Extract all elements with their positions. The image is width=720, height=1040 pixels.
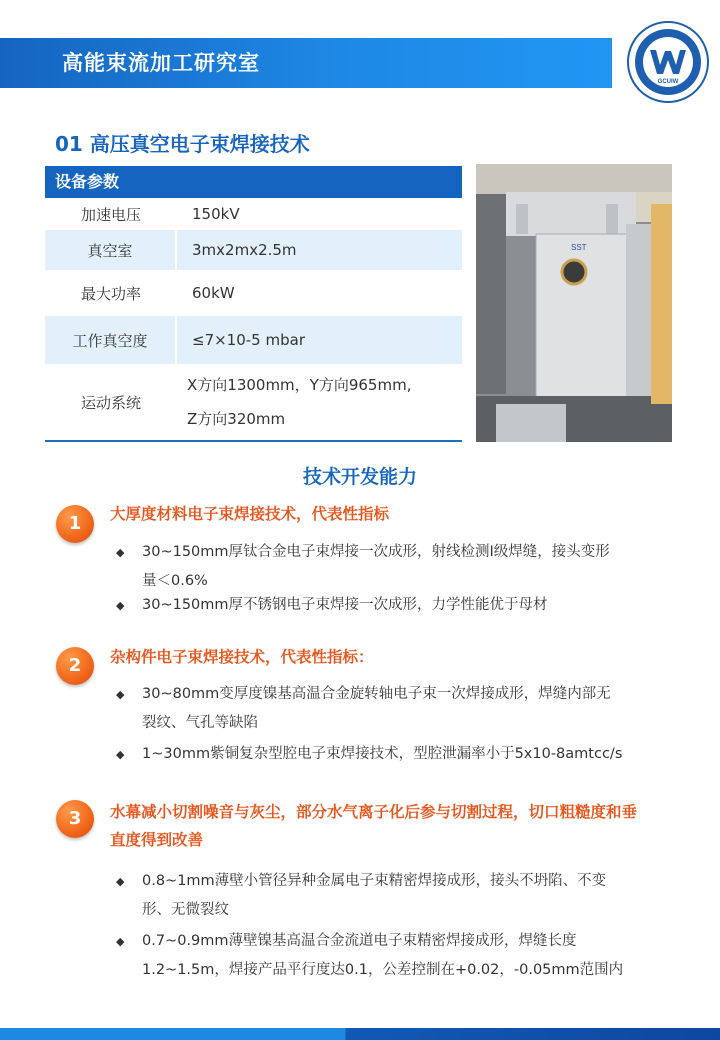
bullet-text: 30~80mm变厚度镍基高温合金旋转轴电子束一次焊接成形，焊缝内部无 bbox=[142, 686, 611, 702]
param-value: 3mx2mx2.5m bbox=[192, 241, 297, 259]
item-heading: 杂构件电子束焊接技术，代表性指标： bbox=[110, 648, 374, 666]
params-heading: 设备参数 bbox=[45, 166, 462, 198]
param-label: 真空室 bbox=[45, 230, 177, 270]
diamond-bullet-icon: ◆ bbox=[116, 546, 125, 559]
param-row bbox=[45, 198, 462, 230]
gcuiw-logo bbox=[626, 20, 710, 104]
logo-text: GCUIW bbox=[657, 79, 679, 85]
bullet-item bbox=[116, 740, 622, 769]
diamond-bullet-icon: ◆ bbox=[116, 875, 125, 888]
bullet-text: 1~30mm紫铜复杂型腔电子束焊接技术，型腔泄漏率小于5x10-8amtcc/s bbox=[142, 746, 623, 762]
bullet-text: 1.2~1.5m，焊接产品平行度达0.1，公差控制在+0.02，-0.05mm范围内 bbox=[142, 962, 624, 978]
param-label: 运动系统 bbox=[80, 393, 141, 412]
bullet-text: 0.7~0.9mm薄壁镍基高温合金流道电子束精密焊接成形，焊缝长度 bbox=[142, 933, 577, 949]
diamond-bullet-icon: ◆ bbox=[116, 935, 125, 948]
bullet-text: 30~150mm厚不锈钢电子束焊接一次成形，力学性能优于母材 bbox=[142, 597, 548, 613]
param-value-line: Z方向320mm bbox=[187, 410, 286, 428]
param-label: 加速电压 bbox=[80, 205, 141, 224]
diamond-bullet-icon: ◆ bbox=[116, 748, 125, 761]
param-row bbox=[45, 270, 462, 316]
number-badge: 1 bbox=[56, 505, 94, 543]
item-heading bbox=[110, 798, 637, 854]
diamond-bullet-icon: ◆ bbox=[116, 599, 125, 612]
bullet-item bbox=[116, 680, 611, 738]
param-value-line: X方向1300mm，Y方向965mm, bbox=[187, 376, 412, 394]
bullet-text: 形、无微裂纹 bbox=[142, 902, 229, 918]
param-value: 150kV bbox=[192, 205, 240, 223]
bullet-text: 30~150mm厚钛合金电子束焊接一次成形，射线检测I级焊缝，接头变形 bbox=[142, 544, 610, 560]
item-heading-line: 直度得到改善 bbox=[110, 831, 204, 849]
electron-beam-welding-chamber-photo bbox=[476, 164, 672, 442]
param-value: ≤7×10-5 mbar bbox=[192, 331, 305, 349]
param-value bbox=[177, 368, 462, 436]
item-heading-line: 水幕减小切割噪音与灰尘，部分水气离子化后参与切割过程，切口粗糙度和垂 bbox=[110, 803, 638, 821]
footer-band bbox=[0, 1028, 720, 1040]
bullet-text: 0.8~1mm薄壁小管径异种金属电子束精密焊接成形，接头不坍陷、不变 bbox=[142, 873, 607, 889]
capabilities-title: 技术开发能力 bbox=[302, 466, 417, 488]
bullet-item bbox=[116, 538, 610, 596]
section-title: 01 高压真空电子束焊接技术 bbox=[55, 132, 310, 156]
bullet-item bbox=[116, 867, 606, 925]
bullet-text: 量＜0.6% bbox=[142, 573, 208, 589]
param-label: 工作真空度 bbox=[45, 316, 177, 364]
params-table bbox=[45, 198, 462, 440]
photo-brand-text: SST bbox=[571, 243, 587, 252]
page-title: 高能束流加工研究室 bbox=[62, 51, 260, 75]
param-label: 最大功率 bbox=[80, 284, 141, 303]
number-badge: 3 bbox=[56, 800, 94, 838]
bullet-item bbox=[116, 927, 623, 985]
bullet-item bbox=[116, 591, 548, 620]
param-row bbox=[45, 316, 462, 364]
param-value: 60kW bbox=[192, 284, 235, 302]
param-row bbox=[45, 364, 462, 440]
param-row bbox=[45, 230, 462, 270]
bullet-text: 裂纹、气孔等缺陷 bbox=[142, 715, 258, 731]
table-bottom-rule bbox=[45, 440, 462, 442]
number-badge: 2 bbox=[56, 647, 94, 685]
item-heading: 大厚度材料电子束焊接技术，代表性指标 bbox=[110, 505, 390, 523]
diamond-bullet-icon: ◆ bbox=[116, 688, 125, 701]
